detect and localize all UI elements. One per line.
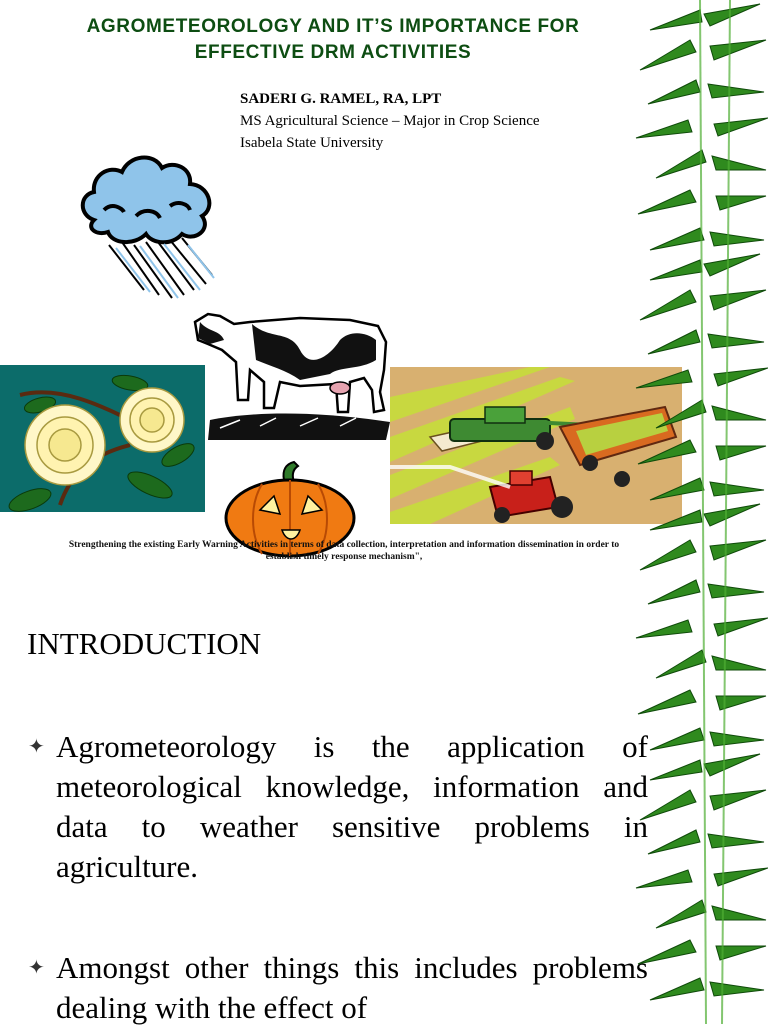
caption-line-2: establish timely response mechanism", — [265, 552, 423, 562]
cow-icon — [190, 300, 395, 445]
title-line-1: AGROMETEOROLOGY AND IT’S IMPORTANCE FOR — [86, 16, 580, 37]
star-bullet-icon: ✦ — [28, 957, 45, 979]
title-line-2: EFFECTIVE DRM ACTIVITIES — [194, 42, 472, 63]
bamboo-border — [630, 0, 768, 1024]
slide-title — [18, 14, 648, 66]
bullet-text: Agrometeorology is the application of meteorological knowledge, information and data to weather sensitive problems in agriculture. — [56, 729, 648, 884]
star-bullet-icon: ✦ — [28, 736, 45, 758]
author-institution: Isabela State University — [240, 135, 384, 151]
slide-caption — [20, 539, 668, 563]
author-block — [240, 88, 540, 154]
roses-image — [0, 365, 205, 512]
bullet-item — [28, 727, 648, 887]
caption-line-1: Strengthening the existing Early Warning Activities in terms of data collection, interpretation and information dissemination in order to — [68, 540, 620, 550]
intro-heading: INTRODUCTION — [27, 626, 262, 661]
author-degree: MS Agricultural Science – Major in Crop Science — [240, 113, 540, 129]
rain-cloud-icon — [74, 150, 224, 310]
bullet-text: Amongst other things this includes problems dealing with the effect of — [56, 950, 648, 1025]
bullet-item — [28, 948, 648, 1028]
author-name: SADERI G. RAMEL, RA, LPT — [240, 91, 442, 107]
